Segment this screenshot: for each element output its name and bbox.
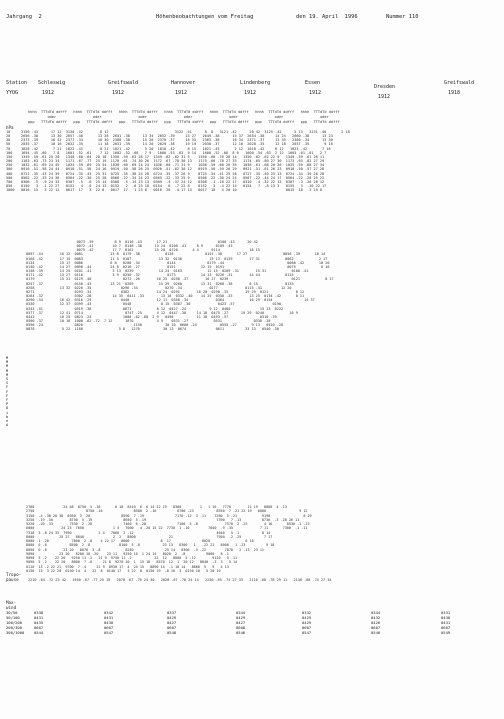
- maxwind-value: 0432: [371, 615, 381, 620]
- station-header: [6, 80, 498, 104]
- section-letter: M: [6, 364, 9, 369]
- table-row: 700 0306 -5 -9 24 33 0307 -5 -8 25 14 0308 -5 -14 23 13 0309 -4 -37 24 12 0308 -1 -18 22 17 0310 -4 -32 22 13 0307 -3 -26 26 12: [6, 179, 325, 184]
- section-letter: M: [6, 368, 9, 373]
- column-header-line-1: hhhh TTTdTd ddfff hhhh TTTdTd ddfff hhhh TTTdTd ddfff hhhh TTTdTd ddfff hhhh TTTdTd ddfff hhhh TTTdTd ddfff hhhh TTTdTd ddfff: [28, 110, 340, 114]
- table-row: 2780 24 48 8750 5 -16 6 18 8410 6 6 14 22 19 8360 1 1 16 7770 11 19 8880 4 -13: [26, 505, 287, 509]
- table-row: 0097 -44 16 12 0081 13 8 0179 -38 0128 0151 -38 17 27 0056 -39 18 14: [26, 252, 326, 257]
- table-row: 0442 10 25 0823 -24 1000 -62 -68 2 9 0498 11 18 0493 -57 0310 -39: [26, 314, 277, 319]
- section-letter: F: [6, 393, 9, 398]
- maxwind-value: 0547: [104, 630, 114, 635]
- maxwind-value: 0435: [34, 620, 44, 625]
- section-letter: D: [6, 406, 9, 411]
- section-letter: F: [6, 385, 9, 390]
- station-name: Schleswig: [38, 80, 66, 86]
- table-row: 150 1349 -59 -61 25 20 1348 -60 -64 28 18 1350 -59 -63 28 17 1349 -62 -62 31 5 1350 -60 -76 28 14 1350 -62 -62 22 9 1349 -59 -61 28 11: [6, 154, 325, 159]
- table-row: 6000 24 23 7650 1 4 7000 4 -20 15 22 7730 1 -10 7040 -9 -35 7 11 7300 -1 -11: [26, 526, 308, 531]
- maxwind-value: 0331: [441, 610, 451, 615]
- maxwind-value: 0608: [236, 625, 246, 630]
- tropopause-row: 2210 -64 -72 23 42 1950 -67 -77 25 19 2070 -67 -76 24 30 2020 -67 -70 24 14 2230 -65 -74 27 33 2110 -68 -78 29 11 2130 -68 -74 27 34: [28, 578, 332, 582]
- table-row: 0271 0293 -34 0362 14 24 0291 16 20 0290 -33 19 29 0121 8 12: [26, 289, 305, 294]
- table-row: 0596 -24 0820 1150 30 10 0600 -24 0555 -27 9 13 0520 -28: [26, 323, 284, 328]
- table-row: 0158 -39 13 25 0101 -41 3 13 0239 14 24 0163 12 15 0209 -31 15 31 0100 -41: [26, 269, 309, 274]
- station-name: Greifswald: [108, 80, 139, 86]
- station-name: Essen: [305, 80, 321, 86]
- table-row: 10 3150 -43 17 12 3130 -42 8 12 3122 -41 8 8 3121 -42 20 42 3125 -42 5 13 3131 -40 2 18: [6, 130, 350, 134]
- table-row: 0166 -42 17 15 0083 11 5 0187 13 32 0136 13 13 0139 17 31 0062 2 17: [26, 256, 328, 261]
- column-header-line-2: oder oder oder oder oder oder oder: [28, 115, 329, 119]
- maxwind-value: 0337: [167, 610, 177, 615]
- maxwind-value: 0431: [34, 615, 44, 620]
- section-letter: F: [6, 389, 9, 394]
- station-code: 1918: [448, 90, 461, 96]
- station-code: 1912: [112, 90, 125, 96]
- station-code: 1912: [309, 90, 322, 96]
- volume-label: Jahrgang 2: [6, 14, 42, 20]
- section-letter: A: [6, 423, 9, 428]
- maxwind-level: 30/50: [6, 610, 18, 615]
- maxwind-value: 0429: [302, 615, 312, 620]
- maxwind-value: 0549: [441, 630, 451, 635]
- table-row: 500 0562 -22 -33 24 36 0564 -22 -30 25 28 0566 -22 -34 24 23 0565 -22 -33 25 9 0566 -22 -30 24 24 0567 -22 -44 24 17 0564 -22 -28 25 22: [6, 175, 325, 180]
- station-code: 1912: [175, 90, 188, 96]
- station-code: 1912: [42, 90, 55, 96]
- maxwind-level: 100/200: [6, 620, 23, 625]
- table-row: 9090 5 -2 22 20 9250 11 -2 21 9 9750 11 -2 22 12 8000 5 -12 9120 5 -11: [26, 556, 238, 560]
- maxwind-value: 0342: [104, 610, 114, 615]
- section-letter-labels: [6, 356, 8, 427]
- maxwind-value: 0431: [441, 620, 451, 625]
- section-letter: M: [6, 360, 9, 365]
- section-letter: e: [6, 419, 9, 424]
- station-name: Lindenberg: [240, 80, 271, 86]
- column-header-line-3: ppp TTTdTd ddfff ppp TTTdTd ddfff ppp TTTdTd ddfff ppp TTTdTd ddfff ppp TTTdTd ddfff ppp TTTdTd ddfff ppp TTTdTd ddfff: [28, 120, 340, 124]
- pressure-unit-label: hPa: [6, 125, 14, 130]
- table-row: 9090 23 20 8200 10 -20 23 11 9250 10 1 24 14 8020 2 -8 9060 8 -1: [26, 551, 229, 556]
- table-row: 8000 0 -8 8500 2 -8 8100 5 -8 23 13 8300 1 -22 21 8000 1 -23 9 18: [26, 543, 275, 548]
- table-row: 9090 5 -2 22 20 8800 7 -6 21 8 9270 10 1 15 18 8570 12 1 20 12 8840 -3 3 5 14: [26, 560, 238, 565]
- maxwind-value: 0344: [371, 610, 381, 615]
- maxwind-value: 0547: [302, 630, 312, 635]
- maxwind-value: 0607: [371, 625, 381, 630]
- table-row: 0878 5 22 1180 5 8 1270 30 13 0674 0611 33 13 0540 -30: [26, 327, 279, 332]
- maxwind-value: 0546: [371, 630, 381, 635]
- table-row: 0140 -42 14 27 0096 -44 24 8 0216 -27 0151 12 15 0191 0075 6 16: [26, 264, 330, 269]
- maxwind-label: Max- wind: [6, 600, 17, 610]
- station-name: Hannover: [171, 80, 196, 86]
- table-row: 250 1032 -61 -69 24 45 1034 -59 -69 25 34 1030 -60 -69 24 24 1036 -60 -71 31 9 1036 -59 -68 26 35 1038 -61 -68 20 26 1035 -59 -68 27 34: [6, 163, 325, 168]
- maxwind-value: 0607: [302, 625, 312, 630]
- section-letter: S: [6, 381, 9, 386]
- section-letter: S: [6, 377, 9, 382]
- maxwind-value: 0427: [167, 620, 177, 625]
- station-name: Dresden: [374, 84, 396, 90]
- station-name: Greifswald: [444, 80, 475, 86]
- section-letter: M: [6, 356, 9, 360]
- maxwind-value: 0427: [236, 620, 246, 625]
- table-row: 0134 15 17 0086 6 8 0200 -34 0144 0179 -44 0068 -42 10 20: [26, 260, 330, 265]
- table-row: 850 0150 3 -1 22 27 0152 4 -9 24 13 0152 2 -6 23 18 0154 6 -7 22 8 0152 3 -4 22 14 0154 7 -8 13 3 0155 3 -10 22 17: [6, 184, 327, 189]
- table-row: 8000 25 27 8840 2 2 8800 21 7950 -2 -25 7 17: [26, 534, 273, 539]
- maxwind-value: 0548: [167, 630, 177, 635]
- table-row: 0075 -42 17 7 0161 15 20 0120 4 4 0114 18 15: [26, 248, 260, 253]
- maxwind-value: 0607: [104, 625, 114, 630]
- table-row: 0284 -32 0302 -28 14 35 0411 -33 13 18 0332 -40 14 25 0350 -33 13 25 0134 -42 8 11: [26, 294, 305, 299]
- table-row: 0110 13 -2 22 21 9700 7 -4 21 9 8930 17 4 24 15 8890 14 -1 18 14 8860 5 9 4 13: [26, 564, 229, 569]
- maxwind-value: 0429: [302, 620, 312, 625]
- maxwind-value: 0430: [441, 615, 451, 620]
- maxwind-value: 0338: [34, 610, 44, 615]
- station-code: 1912: [244, 90, 257, 96]
- table-row: 8000 -1 -20 7800 2 -8 4 22 17 8000 8 17 8020 6 16: [26, 539, 254, 543]
- table-row: 0290 -34 16 42 0316 -29 0440 12 11 0356 -34 0364 16 29 0154 14 37: [26, 298, 315, 303]
- table-row: 0258 13 32 0220 -35 0296 -34 0270 -34 0277 0115 -41 12 20: [26, 285, 292, 290]
- table-row: 0072 -41 10 7 0148 -38 13 24 0100 -41 8 9 0109 -43: [26, 244, 233, 249]
- maxwind-value: 0430: [104, 620, 114, 625]
- section-letter: b: [6, 414, 9, 419]
- table-row: 0171 -42 13 27 0116 3 9 0250 -32 0173 14 13 0226 -31 14 44 0115: [26, 273, 294, 278]
- table-row: 300 0916 -51 -58 24 44 0918 -51 -58 24 16 0919 -50 -58 26 25 0920 -51 -62 30 12 0919 -50 -59 26 29 0921 -51 -61 26 23 0918 -50 -57 27 28: [6, 167, 325, 172]
- maxwind-value: 0344: [236, 610, 246, 615]
- issue-number: Nummer 110: [386, 14, 419, 20]
- table-row: 50 2035 -37 10 16 2032 -35 11 18 2031 -39 14 20 2029 -38 19 19 2030 -37 12 16 2028 -35 12 18 2037 -35 9 18: [6, 142, 333, 147]
- section-letter: M: [6, 372, 9, 377]
- standard-levels-table: [6, 130, 350, 192]
- tropopause-label: Tropo- pause: [6, 572, 22, 582]
- page-header: [6, 14, 498, 24]
- table-row: 3150 -4 -38 28 38 6950 3 -20 8590 7 -19 7170 -12 3 -11 7280 5 -21 9190 8 29: [26, 513, 312, 518]
- table-row: 70 1828 -42 7 21 1822 -41 8 21 1821 -42 5 20 1818 -42 8 15 1821 -45 2 12 1818 -42 6 12 1823 -42 7 16: [6, 146, 331, 151]
- table-row: 0377 -37 12 41 0714 0747 -25 4 12 0447 -30 14 18 0475 -27 19 29 0240 16 9: [26, 310, 298, 315]
- table-row: 8090 0 -8 23 20 8070 3 -8 8250 25 14 8300 -5 -22 7870 2 -13 23 11: [26, 547, 264, 552]
- observation-date: den 19. April 1996: [296, 14, 358, 20]
- maxwind-value: 0431: [104, 615, 114, 620]
- maxwind-value: 0607: [167, 625, 177, 630]
- maxwind-value: 0546: [236, 630, 246, 635]
- significant-levels-table: [26, 240, 334, 331]
- lower-significant-levels-table: [26, 505, 312, 573]
- section-letter: i: [6, 410, 9, 415]
- table-row: 0330 12 37 0399 -43 0548 8 15 0387 -30 0423 -57 0190: [26, 302, 281, 307]
- table-row: 3250 -19 -50 8750 5 -19 8650 5 -19 7390 7 -13 8730 -3 -28 26 11: [26, 517, 300, 522]
- station-label: Station: [6, 80, 28, 86]
- maxwind-value: 0607: [441, 625, 451, 630]
- ytog-label: YYOG: [6, 90, 19, 96]
- maxwind-level: 50/100: [6, 615, 20, 620]
- table-row: 0500 -37 10 18 1000 -62 -72 7 12 1070 4 9 0531 -27 0531 0330 -28: [26, 318, 271, 323]
- section-letter: P: [6, 402, 9, 407]
- maxwind-level: 300/1000: [6, 630, 25, 635]
- table-row: 200 1183 -63 -73 23 34 1171 -67 -77 25 19 1170 -61 -74 30 26 1172 -67 -78 30 13 1175 -66 -78 27 33 1174 -65 -80 27 30 1173 -63 -82 27 29: [6, 159, 325, 164]
- maxwind-value: 0426: [371, 620, 381, 625]
- station-code: 1912: [378, 94, 391, 100]
- table-row: 0179 15 31 0129 -40 0272 -26 16 25 0250 -37 16 27 0239 0121 8 17: [26, 277, 334, 282]
- table-row: 100 1694 -45 -60 7 8 1601 -52 -61 7 12 1602 -52 -68 7 9 1600 -53 -63 9 14 1600 -52 -66 8 6 1600 -54 -63 2 12 1603 -61 -61 2 7: [6, 150, 327, 155]
- table-row: 20 2656 -38 13 30 2657 -40 13 26 2651 -38 13 34 2652 -39 13 27 2649 -38 15 37 2654 -38 14 24 2660 -38 13 23: [6, 134, 333, 139]
- maxwind-level: 200/300: [6, 625, 23, 630]
- maxwind-value: 0544: [34, 630, 44, 635]
- maxwind-value: 0429: [236, 615, 246, 620]
- maxwind-value: 0607: [34, 625, 44, 630]
- table-row: 0257 -37 0150 -43 13 21 0289 15 29 0260 13 31 0268 -38 8 15 0133: [26, 281, 294, 286]
- table-row: 30 2373 -39 16 42 2377 -34 16 30 2368 -38 15 28 2370 -37 18 33 2363 -38 16 34 2371 -37 13 35 2380 -34 13 30: [6, 138, 333, 143]
- maxwind-value: 0429: [167, 615, 177, 620]
- table-row: 0073 -39 8 9 0116 -43 17 21 0100 -43 20 42: [26, 240, 258, 244]
- table-row: 5220 -20 -33 7530 2 -28 7460 6 -28 7100 5 -8 7570 2 -23 4 16 8530 -1 -23: [26, 522, 310, 526]
- table-row: 0130 15 3 22 20 0130 14 4 22 8 0140 17 3 22 8 0130 19 -8 16 3 0130 18 5 20 10: [26, 568, 221, 573]
- table-row: 0343 -41 0519 -38 0671 8 12 0427 -24 9 12 0460 15 13 0222: [26, 306, 284, 311]
- table-row: 7310 3 -8 24 33 7990 1 4 7860 2 -12 4640 5 -1 8 14: [26, 530, 271, 535]
- section-letter: F: [6, 398, 9, 403]
- table-row: 1000 0016 15 3 22 12 0017 17 3 22 8 0017 17 1 23 8 0016 20 -4 17 13 0017 18 4 20 10 0015 18 3 19 8: [6, 188, 323, 193]
- table-row: 400 0721 -35 -43 24 39 0724 -35 -43 25 31 0725 -35 -38 24 28 0724 -35 -37 26 9 0725 -34 -41 25 28 0727 -35 -40 25 13 0724 -34 -39 26 28: [6, 171, 325, 176]
- maxwind-value: 0332: [302, 610, 312, 615]
- table-row: 2750 8750 -16 8580 2 -16 6700 -23 8550 7 -21 22 19 6000 9 12: [26, 509, 308, 514]
- observation-title: Höhenbeobachtungen vom Freitag: [156, 14, 254, 20]
